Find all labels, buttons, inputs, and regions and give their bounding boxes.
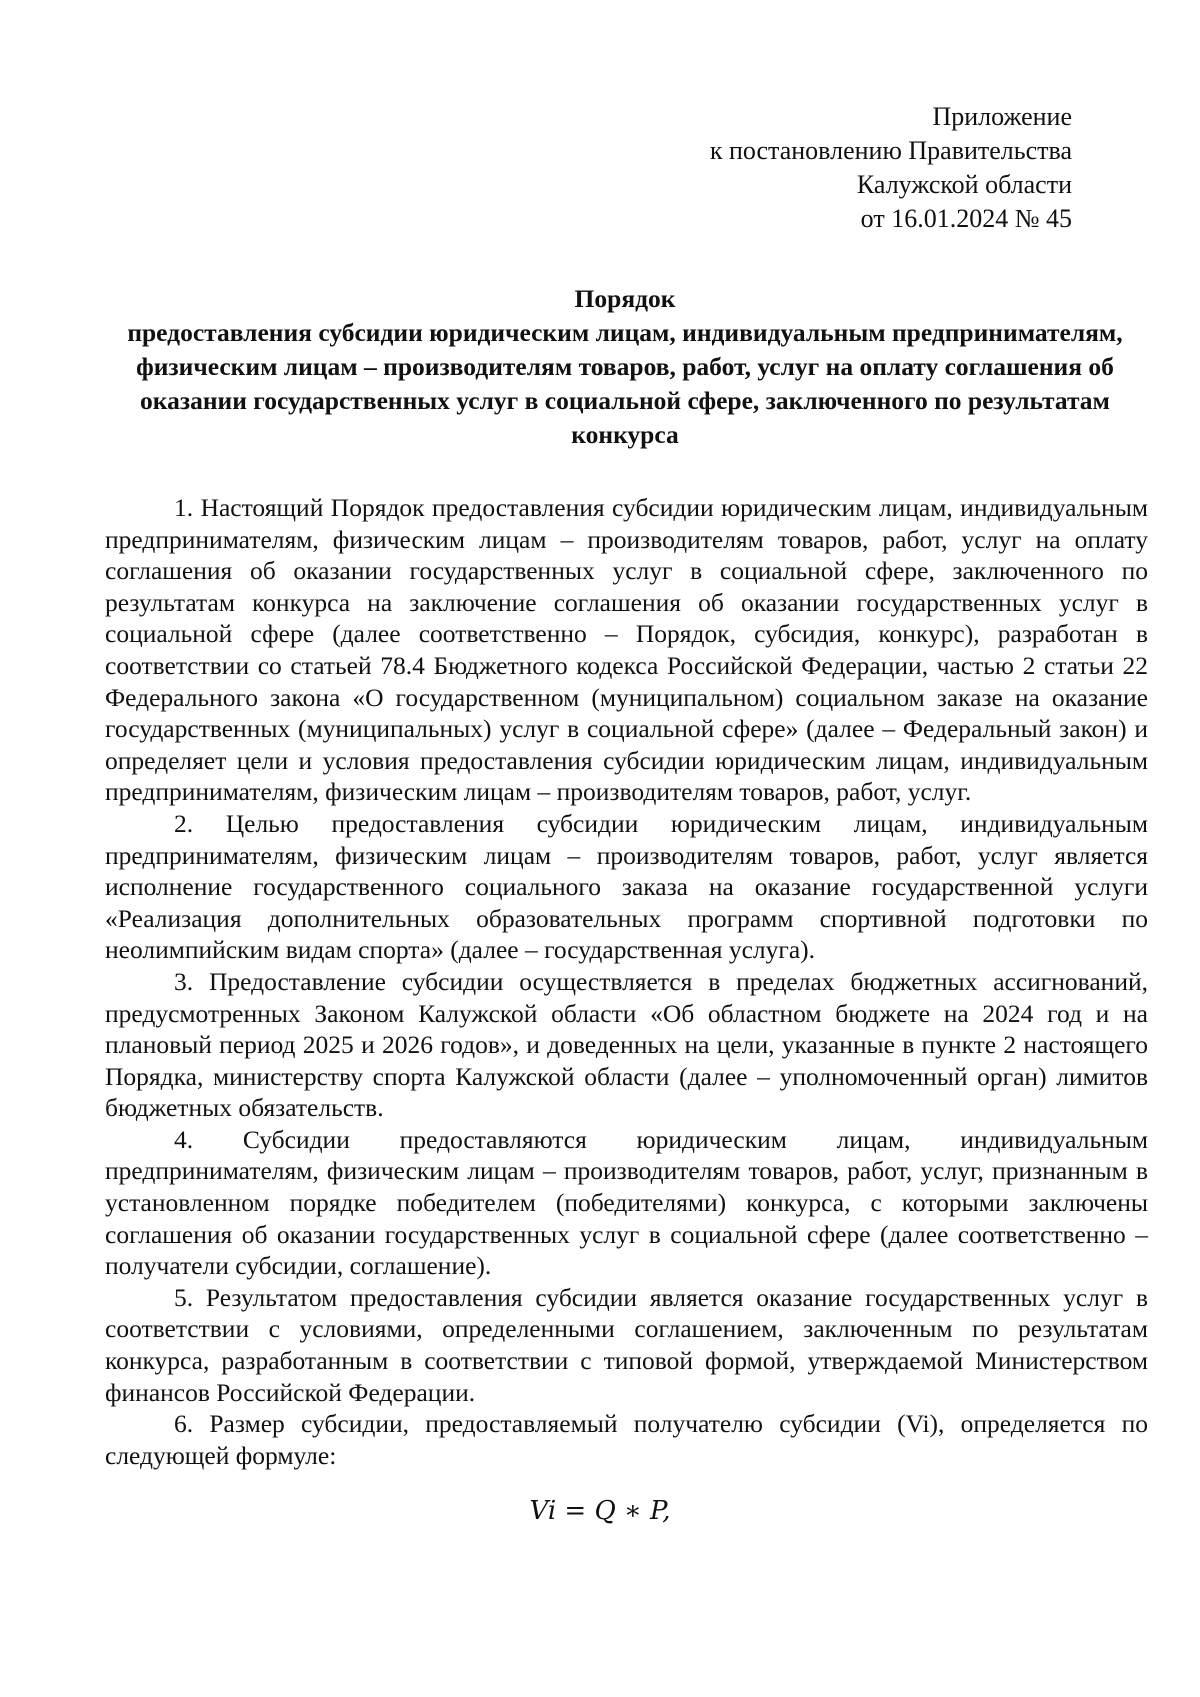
paragraph-6: 6. Размер субсидии, предоставляемый получателю субсидии (Vi), определяется по следующей формуле:: [105, 1409, 1148, 1470]
appendix-label: Приложение: [932, 102, 1072, 131]
title-subtitle: предоставления субсидии юридическим лицам, индивидуальным предпринимателям, физическим лицам – производителям товаров, работ, услуг на оплату соглашения об оказании государственных услуг в социальной сфере, заключенного по результатам конкурса: [127, 318, 1123, 449]
appendix-header: [710, 100, 1072, 236]
paragraph-2: 2. Целью предоставления субсидии юридическим лицам, индивидуальным предпринимателям, физическим лицам – производителям товаров, работ, услуг является исполнение государственного социального заказа на оказание государственной услуги «Реализация дополнительных образовательных программ спортивной подготовки по неолимпийским видам спорта» (далее – государственная услуга).: [105, 808, 1148, 965]
title-heading: Порядок: [574, 284, 676, 313]
subsidy-formula: Vi = Q ∗ P,: [529, 1496, 671, 1526]
paragraph-4: 4. Субсидии предоставляются юридическим лицам, индивидуальным предпринимателям, физическим лицам – производителям товаров, работ, услуг, признанным в установленном порядке победителем (победителями) конкурса, с которыми заключены соглашения об оказании государственных услуг в социальной сфере (далее соответственно – получатели субсидии, соглашение).: [105, 1124, 1148, 1281]
paragraph-3: 3. Предоставление субсидии осуществляется в пределах бюджетных ассигнований, предусмотренных Законом Калужской области «Об областном бюджете на 2024 год и на плановый период 2025 и 2026 годов», и доведенных на цели, указанные в пункте 2 настоящего Порядка, министерству спорта Калужской области (далее – уполномоченный орган) лимитов бюджетных обязательств.: [105, 966, 1148, 1123]
paragraph-1: 1. Настоящий Порядок предоставления субсидии юридическим лицам, индивидуальным предпринимателям, физическим лицам – производителям товаров, работ, услуг на оплату соглашения об оказании государственных услуг в социальной сфере, заключенного по результатам конкурса на заключение соглашения об оказании государственных услуг в социальной сфере (далее соответственно – Порядок, субсидия, конкурс), разработан в соответствии со статьей 78.4 Бюджетного кодекса Российской Федерации, частью 2 статьи 22 Федерального закона «О государственном (муниципальном) социальном заказе на оказание государственных (муниципальных) услуг в социальной сфере» (далее – Федеральный закон) и определяет цели и условия предоставления субсидии юридическим лицам, индивидуальным предпринимателям, физическим лицам – производителям товаров, работ, услуг.: [105, 493, 1148, 807]
document-title: [105, 282, 1145, 452]
appendix-region: Калужской области: [856, 170, 1072, 199]
document-body: [105, 492, 1148, 1471]
appendix-date-number: от 16.01.2024 № 45: [860, 204, 1072, 233]
paragraph-5: 5. Результатом предоставления субсидии является оказание государственных услуг в соответствии с условиями, определенными соглашением, заключенным по результатам конкурса, разработанным в соответствии с типовой формой, утверждаемой Министерством финансов Российской Федерации.: [105, 1282, 1148, 1407]
appendix-decree-ref: к постановлению Правительства: [709, 136, 1072, 165]
